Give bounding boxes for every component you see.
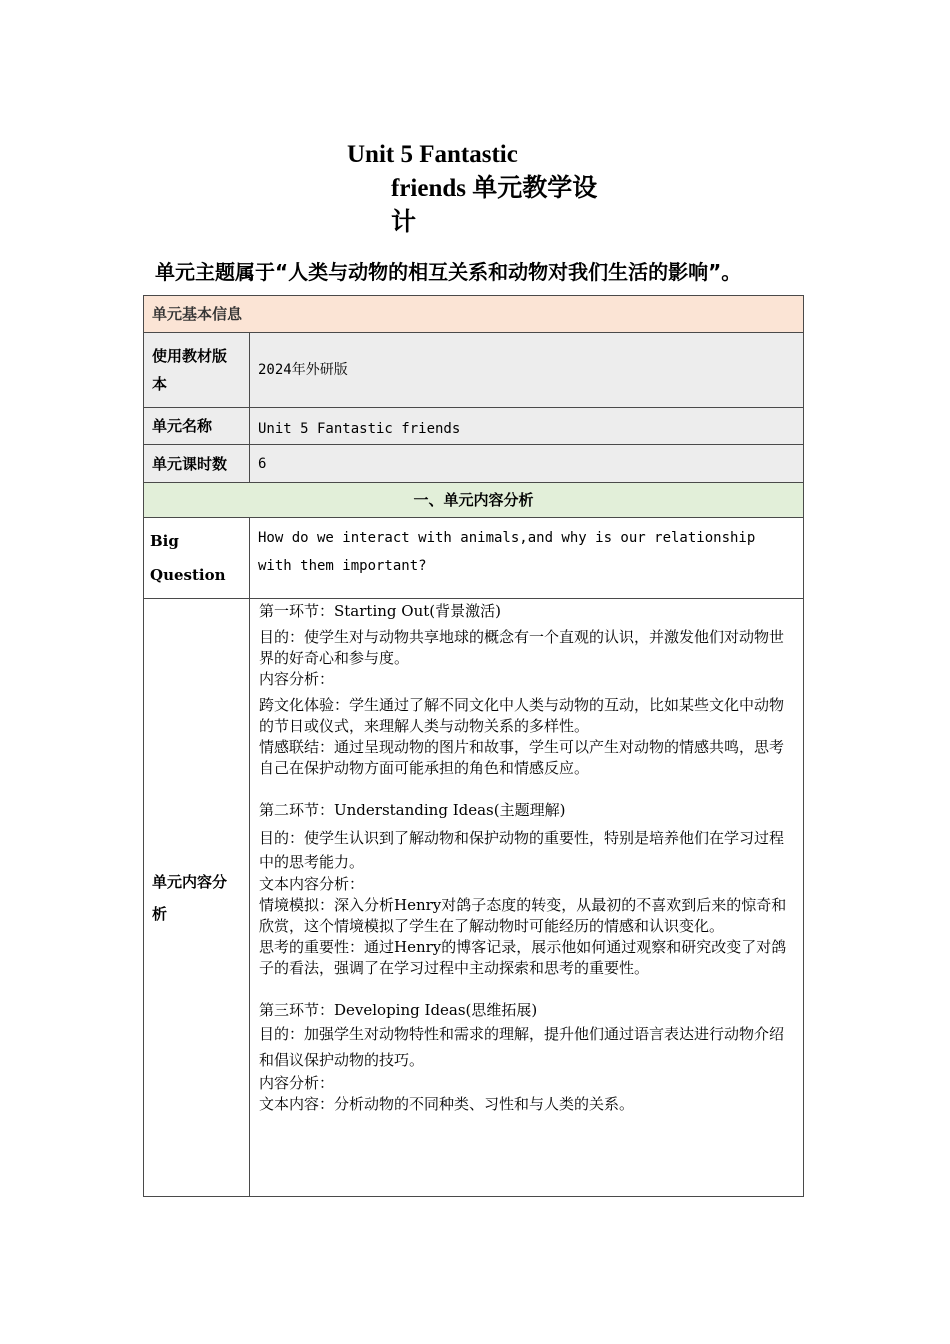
section-1-purpose: 目的：使学生对与动物共享地球的概念有一个直观的认识，并激发他们对动物世界的好奇心和参与度。	[259, 628, 785, 667]
section-3-title: 第三环节：Developing Ideas(思维拓展)	[259, 1001, 538, 1019]
unit-info-table	[143, 295, 804, 1197]
big-question-label-line-2: Question	[150, 566, 226, 584]
big-question-label	[144, 518, 250, 599]
document-title	[347, 138, 617, 240]
analysis-label: 单元内容分析	[144, 599, 250, 1197]
section-3-purpose: 目的：加强学生对动物特性和需求的理解，提升他们通过语言表达进行动物介绍和倡议保护动物的技巧。	[259, 1025, 785, 1069]
lesson-count-label: 单元课时数	[144, 445, 250, 483]
unit-name-value: Unit 5 Fantastic friends	[250, 408, 804, 445]
table-row	[144, 408, 804, 445]
section-1-paragraph-1: 跨文化体验：学生通过了解不同文化中人类与动物的互动，比如某些文化中动物的节日或仪式，来理解人类与动物关系的多样性。	[259, 696, 785, 735]
table-row	[144, 599, 804, 1197]
section-1-content-label: 内容分析：	[259, 670, 335, 688]
section-1-title: 第一环节：Starting Out(背景激活)	[259, 602, 501, 620]
section-2-content-label: 文本内容分析：	[259, 875, 365, 893]
section-title-row	[144, 483, 804, 518]
title-line-2: friends 单元教学设	[391, 175, 598, 202]
analysis-content	[250, 599, 804, 1197]
section-2-purpose: 目的：使学生认识到了解动物和保护动物的重要性，特别是培养他们在学习过程中的思考能力。	[259, 829, 785, 871]
table-row	[144, 518, 804, 599]
lesson-count-value: 6	[250, 445, 804, 483]
big-question-value: How do we interact with animals,and why is our relationship with them important?	[250, 518, 804, 599]
textbook-version-label: 使用教材版本	[144, 333, 250, 408]
title-line-1: Unit 5 Fantastic	[347, 141, 518, 168]
unit-name-label: 单元名称	[144, 408, 250, 445]
section-title: 一、单元内容分析	[144, 483, 804, 518]
table-header-row	[144, 296, 804, 333]
table-row	[144, 445, 804, 483]
big-question-label-line-1: Big	[150, 532, 179, 550]
textbook-version-value: 2024年外研版	[250, 333, 804, 408]
table-row	[144, 333, 804, 408]
title-line-3: 计	[391, 209, 417, 236]
table-header: 单元基本信息	[144, 296, 804, 333]
unit-theme-subtitle: 单元主题属于“人类与动物的相互关系和动物对我们生活的影响”。	[155, 260, 742, 284]
section-2-paragraph-2: 思考的重要性：通过Henry的博客记录，展示他如何通过观察和研究改变了对鸽子的看法，强调了在学习过程中主动探索和思考的重要性。	[259, 938, 787, 977]
section-2-title: 第二环节：Understanding Ideas(主题理解)	[259, 801, 566, 819]
section-2-paragraph-1: 情境模拟：深入分析Henry对鸽子态度的转变，从最初的不喜欢到后来的惊奇和欣赏，这个情境模拟了学生在了解动物时可能经历的情感和认识变化。	[259, 896, 787, 935]
section-1-paragraph-2: 情感联结：通过呈现动物的图片和故事，学生可以产生对动物的情感共鸣，思考自己在保护动物方面可能承担的角色和情感反应。	[259, 738, 785, 777]
section-3-content-label: 内容分析：	[259, 1074, 335, 1092]
section-3-paragraph-1: 文本内容：分析动物的不同种类、习性和与人类的关系。	[259, 1095, 635, 1113]
